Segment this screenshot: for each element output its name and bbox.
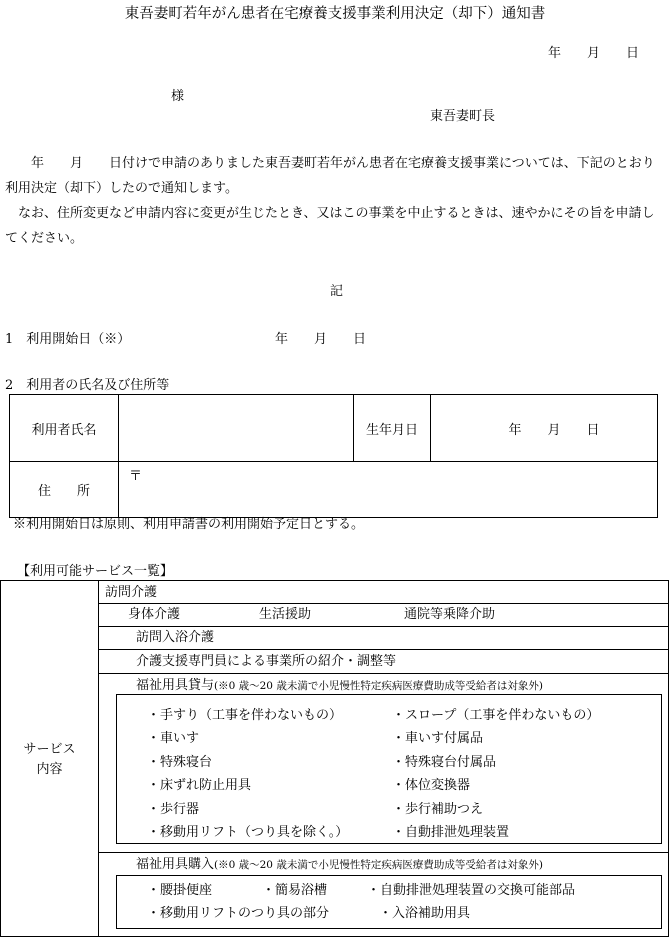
services-heading: 【利用可能サービス一覧】 [17, 564, 174, 579]
purchase-item: ・入浴補助用具 [379, 906, 471, 921]
issuer: 東吾妻町長 [430, 109, 496, 124]
address-field[interactable] [119, 462, 658, 518]
rental-title-line [136, 679, 543, 692]
purchase-item: ・移動用リフトのつり具の部分 [147, 906, 330, 921]
rental-item: ・床ずれ防止用具 [147, 778, 252, 794]
purchase-title-line [136, 858, 543, 871]
name-label: 利用者氏名 [31, 422, 97, 438]
purchase-title: 福祉用具購入 [136, 857, 215, 872]
name-field[interactable] [119, 395, 354, 462]
dob-label-cell [354, 395, 431, 462]
purchase-item: ・腰掛便座 [147, 883, 213, 898]
note: ※利用開始日は原則、利用申請書の利用開始予定日とする。 [13, 517, 365, 532]
divider [98, 673, 668, 674]
user-info-table [9, 394, 658, 518]
dob-field[interactable] [431, 395, 658, 462]
divider [98, 649, 668, 650]
item1-label: 1 利用開始日（※） [5, 332, 131, 347]
bathing-label: 訪問入浴介護 [136, 630, 215, 645]
divider [98, 626, 668, 627]
rental-item: ・特殊寝台 [147, 754, 213, 770]
dob-label: 生年月日 [365, 422, 418, 438]
rental-title: 福祉用具貸与 [136, 678, 215, 693]
divider [98, 603, 668, 604]
item1-date: 年 月 日 [275, 332, 367, 347]
purchase-note: (※0 歳～20 歳未満で小児慢性特定疾病医療費助成等受給者は対象外) [214, 859, 543, 871]
date-line: 年 月 日 [548, 46, 640, 61]
rental-note: (※0 歳～20 歳未満で小児慢性特定疾病医療費助成等受給者は対象外) [214, 680, 543, 692]
rental-item: ・特殊寝台付属品 [392, 754, 497, 770]
rental-item: ・移動用リフト（つり具を除く。） [147, 825, 349, 841]
body-care-label: 身体介護 [128, 607, 181, 622]
address-label-cell [10, 462, 119, 518]
rental-item: ・歩行補助つえ [392, 801, 484, 817]
dob-value: 年 月 日 [508, 422, 600, 438]
addressee-suffix: 様 [171, 89, 185, 104]
services-left-column [1, 581, 99, 936]
home-care-label: 訪問介護 [105, 585, 158, 600]
divider [98, 852, 668, 853]
rental-right-list [392, 704, 599, 844]
rental-item: ・手すり（工事を伴わないもの） [147, 708, 343, 723]
body-paragraph-2: なお、住所変更など申請内容に変更が生じたとき、又はこの事業を中止するときは、速やかにその旨を申請してください。 [5, 206, 655, 246]
body-paragraph-1: 年 月 日付けで申請のありました東吾妻町若年がん患者在宅療養支援事業については、下記のとおり利用決定（却下）したので通知します。 [5, 156, 655, 196]
rental-item: ・歩行器 [147, 801, 200, 817]
services-table [0, 580, 669, 937]
care-manager-label: 介護支援専門員による事業所の紹介・調整等 [136, 654, 397, 669]
services-left-label [1, 740, 98, 780]
life-support-label: 生活援助 [259, 607, 312, 622]
ki-mark: 記 [330, 284, 344, 299]
purchase-item: ・自動排泄処理装置の交換可能部品 [367, 883, 576, 898]
document-title: 東吾妻町若年がん患者在宅療養支援事業利用決定（却下）通知書 [124, 6, 546, 22]
rental-item: ・車いす [147, 731, 200, 747]
address-label: 住 所 [37, 484, 90, 499]
left-label-line1: サービス [23, 742, 76, 757]
rental-item: ・車いす付属品 [392, 731, 484, 747]
rental-item: ・体位変換器 [392, 778, 471, 794]
rental-items-box [116, 694, 662, 844]
rental-item: ・スロープ（工事を伴わないもの） [392, 708, 600, 723]
left-label-line2: 内容 [36, 762, 63, 777]
rental-item: ・自動排泄処理装置 [392, 825, 510, 841]
transport-label: 通院等乗降介助 [404, 607, 496, 622]
purchase-items-box [116, 875, 662, 929]
purchase-item: ・簡易浴槽 [262, 883, 328, 898]
postal-mark: 〒 [129, 469, 143, 484]
rental-left-list [147, 704, 348, 844]
item2-label: 2 利用者の氏名及び住所等 [5, 378, 170, 393]
name-label-cell [10, 395, 119, 462]
